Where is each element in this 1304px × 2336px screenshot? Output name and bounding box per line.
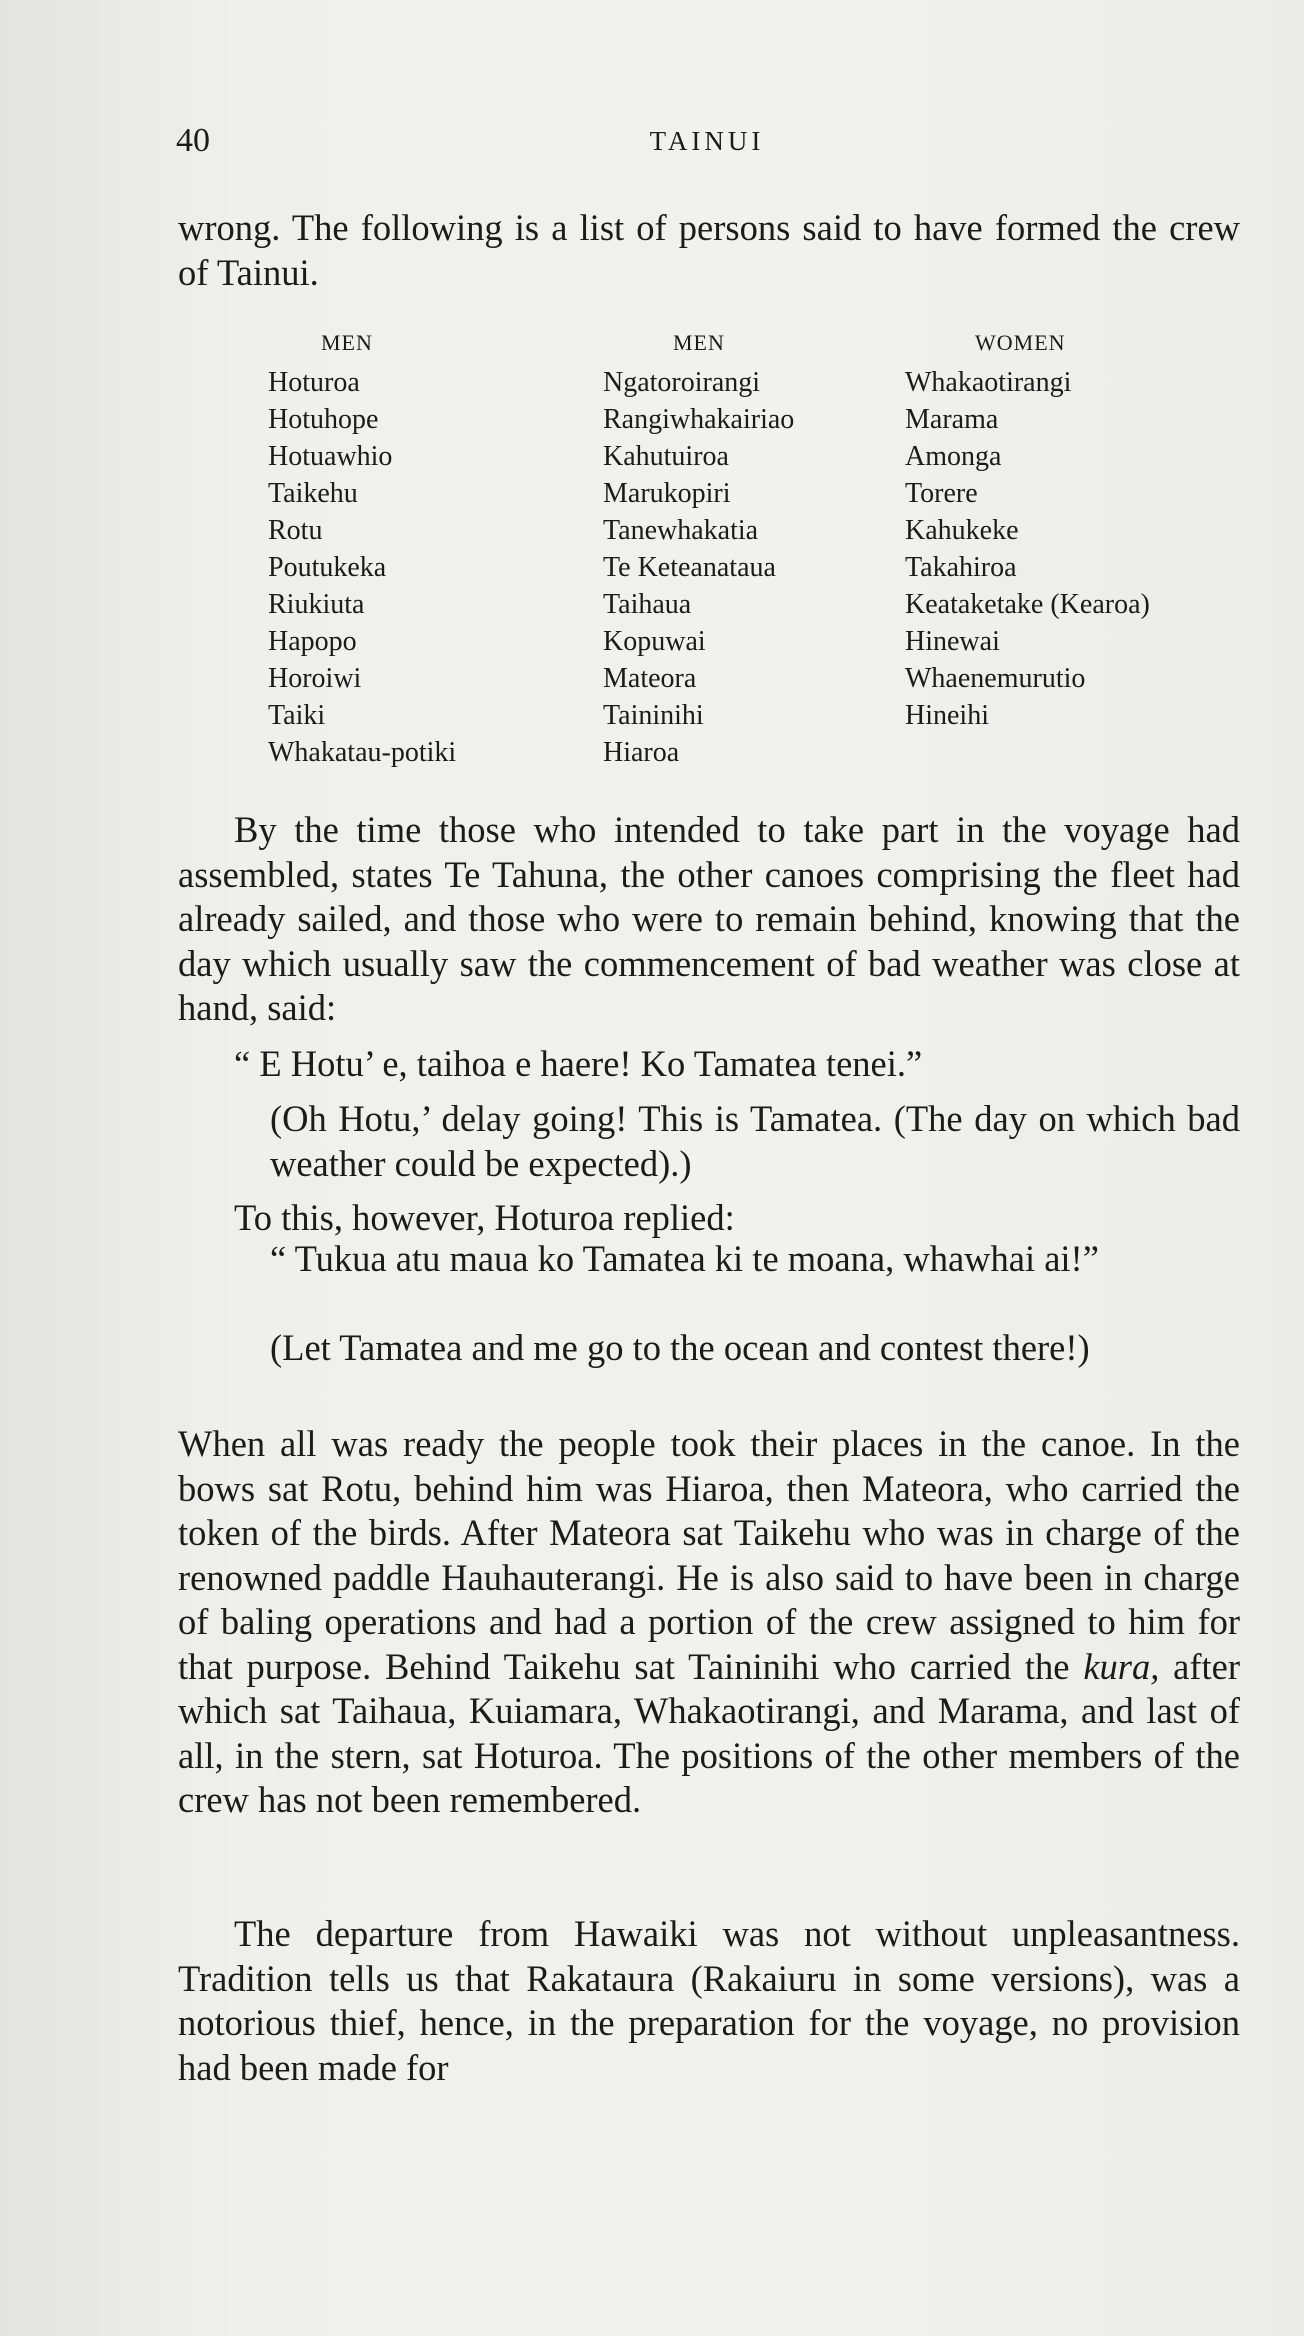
crew-name: Takahiroa: [905, 552, 1017, 583]
crew-name: Poutukeka: [268, 552, 387, 583]
crew-name: Rangiwhakairiao: [603, 404, 795, 435]
crew-name: Hapopo: [268, 626, 357, 657]
column-heading: MEN: [673, 330, 725, 355]
kura-term: kura,: [1083, 1645, 1160, 1687]
crew-name: Marukopiri: [603, 478, 731, 509]
crew-name: Tanewhakatia: [603, 515, 759, 546]
crew-name: Mateora: [603, 663, 697, 694]
quote-maori-1: “ E Hotu’ e, taihoa e haere! Ko Tamatea tenei.”: [234, 1043, 923, 1084]
intro-paragraph: wrong. The following is a list of persons said to have formed the crew of Tainui.: [178, 207, 1240, 293]
crew-name: Torere: [905, 478, 978, 509]
crew-name: Hotuawhio: [268, 441, 393, 472]
crew-name: Amonga: [905, 441, 1002, 472]
crew-name: Kahutuiroa: [603, 441, 729, 472]
crew-name: Kahukeke: [905, 515, 1019, 546]
crew-name: Keataketake (Kearoa): [905, 589, 1150, 620]
quote-translation-2: (Let Tamatea and me go to the ocean and contest there!): [270, 1327, 1090, 1368]
crew-column-men-1: [268, 324, 456, 771]
crew-name: Marama: [905, 404, 999, 435]
seating-text-end: after which sat Taihaua, Kuiamara, Whakaotirangi, and Marama, and last of all, in the stern, sat Hoturoa. The positions of the other members of the crew has not been remembered.: [178, 1645, 1240, 1820]
crew-name: Whakatau-potiki: [268, 737, 457, 768]
crew-column-women: [905, 324, 1150, 734]
quote-translation-1: (Oh Hotu,’ delay going! This is Tamatea. (The day on which bad weather could be expected).): [270, 1098, 1240, 1184]
paragraph-departure: The departure from Hawaiki was not without unpleasantness. Tradition tells us that Rakataura (Rakaiuru in some versions), was a notorious thief, hence, in the preparation for the voyage, no provision had been made for: [178, 1913, 1240, 2088]
crew-name: Whaenemurutio: [905, 663, 1086, 694]
crew-name: Riukiuta: [268, 589, 365, 620]
crew-name: Ngatoroirangi: [603, 367, 761, 398]
crew-name: Taikehu: [268, 478, 358, 509]
crew-name: Taiki: [268, 700, 326, 731]
running-head: TAINUI: [649, 126, 765, 156]
crew-name: Rotu: [268, 515, 323, 546]
column-heading: WOMEN: [975, 330, 1066, 355]
crew-name: Taininihi: [603, 700, 704, 731]
crew-name: Hoturoa: [268, 367, 360, 398]
paragraph-seating: [178, 1422, 1240, 1823]
seating-text-start: When all was ready the people took their places in the canoe. In the bows sat Rotu, behind him was Hiaroa, then Mateora, who carried the token of the birds. After Mateora sat Taikehu who was in charge of the renowned paddle Hauhauterangi. He is also said to have been in charge of baling operations and had a portion of the crew assigned to him for that purpose. Behind Taikehu sat Taininihi who carried the: [178, 1423, 1240, 1687]
page-number: 40: [176, 122, 210, 159]
crew-name: Te Keteanataua: [603, 552, 776, 583]
crew-name: Hiaroa: [603, 737, 680, 768]
crew-name: Hinewai: [905, 626, 1000, 657]
reply-intro: To this, however, Hoturoa replied:: [234, 1197, 735, 1238]
paragraph-departure-setting: By the time those who intended to take part in the voyage had assembled, states Te Tahuna, the other canoes comprising the fleet had already sailed, and those who were to remain behind, knowing that the day which usually saw the commencement of bad weather was close at hand, said:: [178, 809, 1240, 1028]
crew-name: Kopuwai: [603, 626, 706, 657]
crew-name: Hotuhope: [268, 404, 379, 435]
page-header: [176, 122, 1238, 172]
crew-name: Hineihi: [905, 700, 989, 731]
crew-name: Taihaua: [603, 589, 692, 620]
crew-name: Whakaotirangi: [905, 367, 1072, 398]
crew-name: Horoiwi: [268, 663, 362, 694]
column-heading: MEN: [321, 330, 373, 355]
quote-maori-2: “ Tukua atu maua ko Tamatea ki te moana, whawhai ai!”: [270, 1238, 1099, 1279]
crew-column-men-2: [603, 324, 794, 771]
